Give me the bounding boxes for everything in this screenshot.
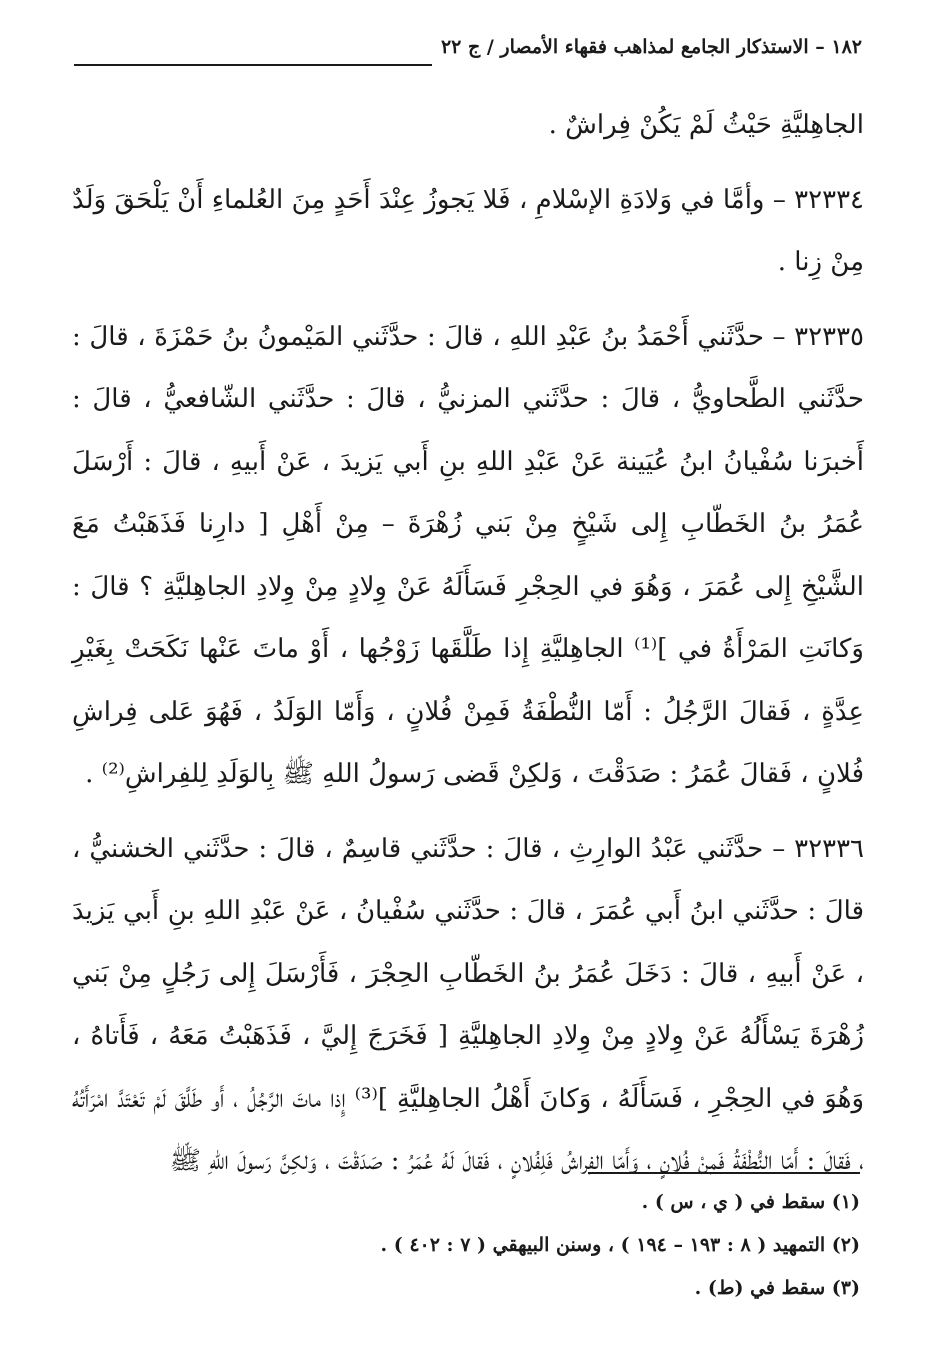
paragraph-32334: ٣٢٣٣٤ – وأمَّا في وَلادَةِ الإسْلامِ ، فَلا يَجوزُ عِنْدَ أَحَدٍ مِنَ العُلماءِ أَنْ يَلْحَقَ وَلَدٌ مِنْ زِنا . [72,184,864,277]
paragraph-32335: ٣٢٣٣٥ – حدَّثَني أَحْمَدُ بنُ عَبْدِ اللهِ ، قالَ : حدَّثَني المَيْمونُ بنُ حَمْزَةَ ، قالَ : حدَّثَني الطَّحاويُّ ، قالَ : حدَّثَني المزنيُّ ، قالَ : حدَّثَني الشّافعيُّ ، قالَ : أَخبرَنا سُفْيانُ ابنُ عُيَينة عَنْ عَبْدِ اللهِ بنِ أَبي يَزيدَ ، عَنْ أَبيهِ ، قالَ : أَرْسَلَ عُمَرُ بنُ الخَطّابِ إِلى شَيْخٍ مِنْ بَني زُهْرَةَ – مِنْ أَهْلِ [ دارِنا فَذَهَبْتُ مَعَ الشَّيْخِ إِلى عُمَرَ ، وَهُوَ في الحِجْرِ فَسَأَلَهُ عَنْ وِلادٍ مِنْ وِلادِ الجاهِليَّةِ ؟ قالَ : وَكانَتِ المَرْأَةُ في ]⁽¹⁾ الجاهِليَّةِ إِذا طَلَّقَها زَوْجُها ، أَوْ ماتَ عَنْها نَكَحَتْ بِغَيْرِ عِدَّةٍ ، فَقالَ الرَّجُلُ : أَمّا النُّطْفَةُ فَمِنْ فُلانٍ ، وَأَمّا الوَلَدُ ، فَهُوَ عَلى فِراشِ فُلانٍ ، فَقالَ عُمَرُ : صَدَقْتَ ، وَلكِنْ قَضى رَسولُ اللهِ ﷺ بِالوَلَدِ لِلفِراشِ⁽²⁾ . [72,321,864,789]
main-text [72,94,864,1193]
footnotes [80,1190,860,1300]
footnote-1: (١) سقط في ( ي ، س ) . [641,1191,860,1213]
paragraph-continuation: الجاهِليَّةِ حَيْثُ لَمْ يَكُنْ فِراشٌ . [548,110,864,140]
paragraph-32336: ٣٢٣٣٦ – حدَّثَني عَبْدُ الوارِثِ ، قالَ : حدَّثَني قاسِمٌ ، قالَ : حدَّثَني الخشنيُّ ، قالَ : حدَّثَني ابنُ أَبي عُمَرَ ، قالَ : حدَّثَني سُفْيانُ ، عَنْ عَبْدِ اللهِ بنِ أَبي يَزيدَ ، عَنْ أَبيهِ ، قالَ : دَخَلَ عُمَرُ بنُ الخَطّابِ الحِجْرَ ، فَأَرْسَلَ إِلى رَجُلٍ مِنْ بَني زُهْرَةَ يَسْأَلُهُ عَنْ وِلادٍ مِنْ وِلادِ الجاهِليَّةِ [ فَخَرَجَ إِليَّ ، فَذَهَبْتُ مَعَهُ ، فَأَتاهُ ، وَهُوَ في الحِجْرِ ، فَسَأَلَهُ ، وَكانَ أَهْلُ الجاهِليَّةِ ]⁽³⁾ إِذا ماتَ الرَّجُلُ ، أَو طَلَّقَ لَمْ تَعْتَدَّ امْرَأَتُهُ ، فَقالَ : أَمّا النُّطْفَةُ فَمِنْ فُلانٍ ، وَأَمّا الفِراشُ فَلِفُلانٍ ، فَقالَ لَهُ عُمَرُ : صَدَقْتَ ، وَلكِنَّ رَسولَ اللهِ ﷺ [72,833,865,1176]
running-header: ١٨٢ – الاستذكار الجامع لمذاهب فقهاء الأمصار / ج ٢٢ [440,36,862,58]
footnote-rule [588,1172,860,1174]
header-rule [74,64,432,66]
footnote-3: (٣) سقط في (ط) . [694,1277,860,1299]
footnote-2: (٢) التمهيد ( ٨ : ١٩٣ – ١٩٤ ) ، وسنن البيهقي ( ٧ : ٤٠٢ ) . [380,1234,860,1256]
